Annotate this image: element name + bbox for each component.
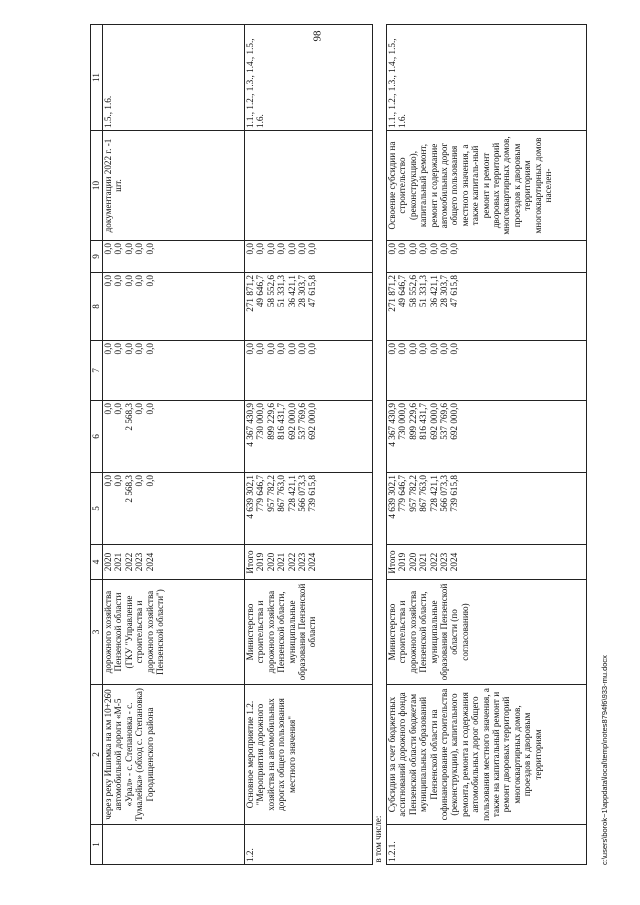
- federal-budget-cell: [245, 341, 373, 401]
- value-line: 730 000,0: [397, 403, 408, 440]
- expected-result: [245, 131, 373, 241]
- local-budget-cell: [245, 273, 373, 341]
- value-line: 2020: [265, 552, 276, 572]
- value-line: 0,0: [265, 243, 276, 255]
- value-line: 0,0: [276, 243, 287, 255]
- col-header-8: 8: [91, 273, 103, 341]
- col-header-4: 4: [91, 545, 103, 580]
- value-line: 51 331,3: [276, 275, 287, 308]
- value-line: 899 229,6: [407, 403, 418, 440]
- in-that-number-row: [373, 25, 387, 865]
- table-row: [103, 25, 245, 865]
- value-line: 739 615,8: [449, 475, 460, 512]
- value-line: 0,0: [297, 343, 308, 355]
- value-line: 0,0: [265, 343, 276, 355]
- value-line: 0,0: [134, 403, 145, 415]
- col-header-5: 5: [91, 473, 103, 545]
- value-line: 728 421,1: [286, 475, 297, 512]
- value-line: 0,0: [144, 275, 155, 287]
- value-line: 728 421,1: [428, 475, 439, 512]
- value-line: 2020: [407, 552, 418, 572]
- value-line: 537 769,6: [439, 403, 450, 440]
- value-line: 0,0: [286, 343, 297, 355]
- value-line: 692 000,0: [307, 403, 318, 440]
- expected-result: Освоение субсидии на строительство (реконструкцию), капитальный ремонт, ремонт и содержание автомобильных дорог общего пользования местного значения, а также капиталь-ный ремонт и ремонт дворовых территорий многоквартирных домов, проездов к дворовым территориям многоквартирных домов населен-: [387, 131, 587, 241]
- total-cell: [387, 473, 587, 545]
- value-line: 0,0: [387, 343, 397, 355]
- value-line: 0,0: [245, 243, 255, 255]
- row-number: 1.2.: [245, 825, 373, 865]
- expected-result: документации 2022 г. -1 шт.: [103, 131, 245, 241]
- other-sources-cell: [245, 241, 373, 273]
- value-line: 730 000,0: [255, 403, 266, 440]
- value-line: 0,0: [144, 343, 155, 355]
- value-line: 0,0: [134, 475, 145, 487]
- value-line: 2022: [286, 552, 297, 572]
- local-budget-cell: [103, 273, 245, 341]
- value-line: 2019: [397, 552, 408, 572]
- value-line: 899 229,6: [265, 403, 276, 440]
- federal-budget-cell: [387, 341, 587, 401]
- value-line: Итого: [245, 550, 255, 574]
- value-line: 0,0: [113, 403, 124, 415]
- value-line: 0,0: [123, 275, 134, 287]
- value-line: 2020: [103, 552, 113, 572]
- column-number-row: [91, 25, 103, 865]
- other-sources-cell: [103, 241, 245, 273]
- value-line: 692 000,0: [428, 403, 439, 440]
- years-cell: [387, 545, 587, 580]
- value-line: 816 431,7: [276, 403, 287, 440]
- event-name: через реку Ишимка на км 10+260 автомобильной дороги «М-5 «Урал» - с. Степановка - с. Тумалейка» (обход с. Степановка) Городищенского района: [103, 685, 245, 825]
- value-line: 957 782,2: [265, 475, 276, 512]
- value-line: 0,0: [144, 243, 155, 255]
- value-line: 0,0: [449, 343, 460, 355]
- value-line: 2022: [123, 552, 134, 572]
- table-row: [387, 25, 587, 865]
- value-line: 0,0: [307, 243, 318, 255]
- program-table: [90, 24, 587, 865]
- value-line: Итого: [387, 550, 397, 574]
- event-name: Субсидии за счет бюджетных ассигнований дорожного фонда Пензенской области бюджетам муниципальных образований Пензенской области на софинансирование строительства (реконструкции), капитального ремонта, ремонта и содержания автомобильных дорог общего пользования местного значения, а также на капитальный ремонт и ремонт дворовых территорий многоквартирных домов, проездов к дворовым территориям: [387, 685, 587, 825]
- value-line: 4 367 430,9: [245, 403, 255, 447]
- value-line: 779 646,7: [397, 475, 408, 512]
- value-line: 816 431,7: [418, 403, 429, 440]
- value-line: 2023: [439, 552, 450, 572]
- value-line: 2022: [428, 552, 439, 572]
- rotated-page: [90, 25, 609, 865]
- value-line: 0,0: [407, 343, 418, 355]
- value-line: 47 615,8: [449, 275, 460, 308]
- value-line: 0,0: [144, 475, 155, 487]
- executor: Министерство строительства и дорожного хозяйства Пензенской области, муниципальные образования Пензенской области: [245, 580, 373, 685]
- col-header-7: 7: [91, 341, 103, 401]
- executor: Министерство строительства и дорожного хозяйства Пензенской области, муниципальные образования Пензенской области (по согласованию): [387, 580, 587, 685]
- value-line: 36 421,1: [428, 275, 439, 308]
- other-sources-cell: [387, 241, 587, 273]
- value-line: 28 303,7: [439, 275, 450, 308]
- value-line: 0,0: [397, 243, 408, 255]
- value-line: 0,0: [123, 243, 134, 255]
- value-line: 0,0: [103, 475, 113, 487]
- value-line: 0,0: [428, 343, 439, 355]
- value-line: 739 615,8: [307, 475, 318, 512]
- value-line: 0,0: [255, 343, 266, 355]
- value-line: 867 763,0: [276, 475, 287, 512]
- value-line: 0,0: [134, 275, 145, 287]
- col-header-3: 3: [91, 580, 103, 685]
- page-number: 98: [311, 30, 324, 42]
- value-line: 271 871,2: [245, 275, 255, 312]
- value-line: 0,0: [103, 275, 113, 287]
- years-cell: [245, 545, 373, 580]
- regional-budget-cell: [387, 401, 587, 473]
- value-line: 58 552,6: [265, 275, 276, 308]
- in-that-number-label: в том числе:: [373, 25, 387, 865]
- value-line: 0,0: [297, 243, 308, 255]
- value-line: 0,0: [407, 243, 418, 255]
- col-header-6: 6: [91, 401, 103, 473]
- col-header-10: 10: [91, 131, 103, 241]
- value-line: 779 646,7: [255, 475, 266, 512]
- value-line: 2021: [276, 552, 287, 572]
- value-line: 0,0: [428, 243, 439, 255]
- value-line: 0,0: [103, 243, 113, 255]
- value-line: 36 421,1: [286, 275, 297, 308]
- value-line: 0,0: [418, 343, 429, 355]
- value-line: 0,0: [276, 343, 287, 355]
- value-line: 0,0: [144, 403, 155, 415]
- value-line: 2024: [307, 552, 318, 572]
- indicator-link: 1.1., 1.2., 1.3., 1.4., 1.5., 1.6.: [245, 25, 373, 131]
- value-line: 2 568,3: [123, 403, 134, 431]
- indicator-link: 1.5., 1.6.: [103, 25, 245, 131]
- regional-budget-cell: [245, 401, 373, 473]
- col-header-1: 1: [91, 825, 103, 865]
- value-line: 0,0: [449, 243, 460, 255]
- federal-budget-cell: [103, 341, 245, 401]
- value-line: 58 552,6: [407, 275, 418, 308]
- file-path-footer: c:\users\borok~1\appdata\local\temp\notes8794f6\933-mu.docx: [600, 655, 609, 865]
- row-number: [103, 825, 245, 865]
- value-line: 867 763,0: [418, 475, 429, 512]
- value-line: 692 000,0: [286, 403, 297, 440]
- value-line: 0,0: [387, 243, 397, 255]
- value-line: 566 073,3: [439, 475, 450, 512]
- total-cell: [245, 473, 373, 545]
- value-line: 692 000,0: [449, 403, 460, 440]
- value-line: 49 646,7: [397, 275, 408, 308]
- col-header-11: 11: [91, 25, 103, 131]
- col-header-9: 9: [91, 241, 103, 273]
- value-line: 0,0: [307, 343, 318, 355]
- value-line: 2021: [418, 552, 429, 572]
- value-line: 957 782,2: [407, 475, 418, 512]
- value-line: 2024: [449, 552, 460, 572]
- value-line: 2019: [255, 552, 266, 572]
- value-line: 0,0: [113, 275, 124, 287]
- value-line: 0,0: [286, 243, 297, 255]
- value-line: 0,0: [255, 243, 266, 255]
- value-line: 537 769,6: [297, 403, 308, 440]
- value-line: 2024: [144, 552, 155, 572]
- total-cell: [103, 473, 245, 545]
- value-line: 566 073,3: [297, 475, 308, 512]
- value-line: 0,0: [103, 343, 113, 355]
- event-name: Основное мероприятие 1.2. "Мероприятия дорожного хозяйства на автомобильных дорогах общего пользования местного значения": [245, 685, 373, 825]
- value-line: 2 568,3: [123, 475, 134, 503]
- row-number: 1.2.1.: [387, 825, 587, 865]
- value-line: 2023: [297, 552, 308, 572]
- value-line: 0,0: [123, 343, 134, 355]
- value-line: 0,0: [113, 343, 124, 355]
- value-line: 0,0: [439, 243, 450, 255]
- value-line: 51 331,3: [418, 275, 429, 308]
- years-cell: [103, 545, 245, 580]
- value-line: 0,0: [397, 343, 408, 355]
- value-line: 47 615,8: [307, 275, 318, 308]
- value-line: 4 367 430,9: [387, 403, 397, 447]
- executor: дорожного хозяйства Пензенской области (ГКУ "Управление строительства и дорожного хозяйства Пензенской области"): [103, 580, 245, 685]
- value-line: 4 639 302,1: [387, 475, 397, 519]
- value-line: 49 646,7: [255, 275, 266, 308]
- value-line: 28 303,7: [297, 275, 308, 308]
- value-line: 0,0: [113, 475, 124, 487]
- value-line: 0,0: [134, 243, 145, 255]
- regional-budget-cell: [103, 401, 245, 473]
- local-budget-cell: [387, 273, 587, 341]
- value-line: 2023: [134, 552, 145, 572]
- value-line: 0,0: [103, 403, 113, 415]
- value-line: 271 871,2: [387, 275, 397, 312]
- value-line: 2021: [113, 552, 124, 572]
- table-row: [245, 25, 373, 865]
- value-line: 0,0: [418, 243, 429, 255]
- value-line: 4 639 302,1: [245, 475, 255, 519]
- value-line: 0,0: [134, 343, 145, 355]
- col-header-2: 2: [91, 685, 103, 825]
- value-line: 0,0: [439, 343, 450, 355]
- value-line: 0,0: [245, 343, 255, 355]
- indicator-link: 1.1., 1.2., 1.3., 1.4., 1.5., 1.6.: [387, 25, 587, 131]
- value-line: 0,0: [113, 243, 124, 255]
